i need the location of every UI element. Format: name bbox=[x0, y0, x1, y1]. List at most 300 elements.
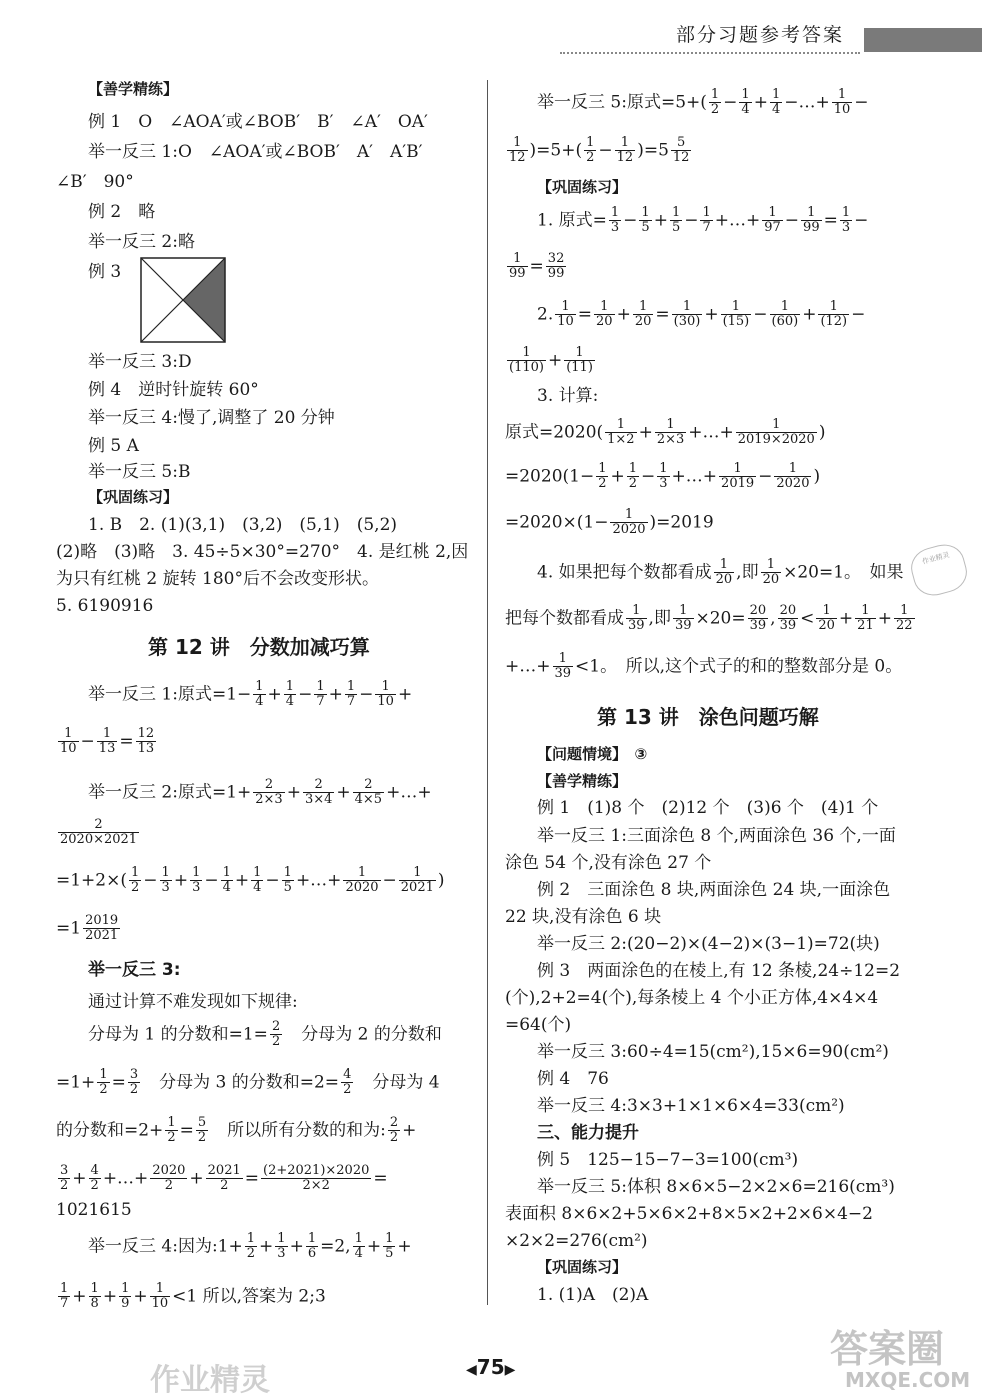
fraction bbox=[609, 206, 621, 236]
fraction bbox=[657, 462, 669, 492]
fraction bbox=[671, 136, 692, 166]
fraction bbox=[816, 604, 837, 634]
answer-line: 举一反三 5:B bbox=[88, 462, 191, 482]
numerator: 1 bbox=[553, 652, 574, 667]
fraction bbox=[128, 1068, 140, 1098]
fraction bbox=[58, 818, 139, 848]
stamp-logo: 作业精灵 bbox=[907, 540, 972, 600]
denominator: (15) bbox=[722, 314, 750, 330]
denominator: 39 bbox=[628, 618, 645, 634]
answer-line: 5. 6190916 bbox=[56, 596, 154, 616]
numerator: 1 bbox=[507, 136, 528, 151]
denominator: 2 bbox=[389, 1130, 399, 1146]
numerator: 1 bbox=[586, 135, 595, 150]
denominator: 2020×2021 bbox=[60, 832, 138, 848]
denominator: 5 bbox=[385, 1246, 394, 1262]
fraction bbox=[748, 604, 769, 634]
numerator: 2 bbox=[271, 1019, 281, 1034]
fraction bbox=[165, 1116, 177, 1146]
fraction bbox=[303, 778, 334, 808]
fraction bbox=[739, 88, 751, 118]
fraction bbox=[83, 914, 120, 944]
fraction bbox=[150, 1164, 187, 1194]
denominator: 3 bbox=[610, 220, 620, 236]
formula-line: 举一反三 5:原式=5+( $\frac{1}{2}$ − $\frac{1}{4}$ + $\frac{1}{4}$ −…+ $\frac{1}{10}$ − bbox=[537, 87, 869, 118]
next-triangle-icon: ▶ bbox=[504, 1362, 516, 1378]
fraction bbox=[894, 604, 915, 634]
numerator: 1 bbox=[131, 865, 140, 880]
denominator: 2 bbox=[99, 1082, 108, 1098]
numerator: 1 bbox=[97, 727, 118, 742]
formula-line: 的分数和=2+ $\frac{1}{2}$ = $\frac{5}{2}$ 所以所有分数的和为: $\frac{2}{2}$ + bbox=[56, 1115, 417, 1146]
formula-line: $\frac{1}{12}$ )=5+( $\frac{1}{2}$ − $\frac{1}{12}$ )=5 $\frac{5}{12}$ bbox=[509, 135, 690, 166]
denominator: 2020 bbox=[345, 880, 379, 896]
fraction bbox=[714, 558, 735, 588]
formula-line: =1 $\frac{2019}{2021}$ bbox=[56, 913, 119, 944]
square-shaded-figure bbox=[140, 257, 226, 343]
answer-line: 例 3 两面涂色的在棱上,有 12 条棱,24÷12=2 bbox=[537, 961, 901, 981]
numerator: 1 bbox=[121, 1281, 130, 1296]
formula-text: 分母为 2 的分数和 bbox=[284, 1024, 442, 1045]
answer-line: 举一反三 3:60÷4=15(cm²),15×6=90(cm²) bbox=[537, 1042, 889, 1062]
numerator: 1 bbox=[507, 346, 546, 361]
answer-line: 例 4 76 bbox=[537, 1069, 609, 1089]
formula-line: =2020(1− $\frac{1}{2}$ + $\frac{1}{2}$ − $\frac{1}{3}$ +…+ $\frac{1}{2019}$ − $\frac{1}{2020}$ ) bbox=[505, 461, 821, 492]
numerator: 1 bbox=[801, 206, 822, 221]
numerator: 32 bbox=[547, 251, 565, 266]
lecture-13-title: 第 13 讲 涂色问题巧解 bbox=[597, 705, 819, 729]
fraction bbox=[762, 206, 783, 236]
answer-line: 22 块,没有涂色 6 块 bbox=[505, 907, 662, 927]
fraction bbox=[736, 418, 817, 448]
numerator: 12 bbox=[137, 726, 155, 741]
numerator: 1 bbox=[762, 206, 783, 221]
numerator: 20 bbox=[779, 603, 797, 618]
denominator: 6 bbox=[307, 1246, 317, 1262]
fraction bbox=[284, 680, 296, 710]
numerator: 1 bbox=[610, 508, 647, 523]
numerator: 1 bbox=[626, 604, 647, 619]
numerator: 1 bbox=[598, 461, 607, 476]
numerator: 1 bbox=[161, 865, 170, 880]
denominator: 20 bbox=[762, 572, 780, 588]
fraction bbox=[275, 1232, 287, 1262]
denominator: 2 bbox=[60, 1178, 69, 1194]
answer-line: 涂色 54 个,没有涂色 27 个 bbox=[505, 853, 712, 873]
answer-line: 通过计算不难发现如下规律: bbox=[88, 992, 298, 1012]
denominator: 3 bbox=[659, 476, 668, 492]
numerator: 1 bbox=[894, 604, 915, 619]
denominator: 2 bbox=[167, 1130, 176, 1146]
section-heading: 【巩固练习】 bbox=[537, 178, 628, 196]
fraction bbox=[615, 136, 636, 166]
fraction bbox=[670, 206, 682, 236]
fraction bbox=[245, 1232, 257, 1262]
denominator: 9 bbox=[121, 1296, 130, 1312]
denominator: 13 bbox=[137, 741, 155, 757]
answer-line: 例 4 逆时针旋转 60° bbox=[88, 380, 259, 400]
numerator: 1 bbox=[628, 461, 638, 476]
answer-line: 1021615 bbox=[56, 1200, 132, 1220]
denominator: 2020 bbox=[776, 476, 810, 492]
fraction bbox=[655, 418, 686, 448]
formula-line: $\frac{1}{(110)}$ + $\frac{1}{(11)}$ bbox=[509, 345, 593, 376]
formula-text: 所以所有分数的和为: bbox=[210, 1120, 386, 1141]
formula-text: ,即 bbox=[736, 562, 759, 583]
fraction bbox=[610, 508, 647, 538]
denominator: 12 bbox=[616, 150, 634, 166]
fraction bbox=[388, 1116, 400, 1146]
formula-text: 举一反三 1:原式=1− bbox=[88, 684, 252, 705]
answer-line: 举一反三 1:O ∠AOA′或∠BOB′ A′ A′B′ bbox=[88, 142, 423, 162]
fraction bbox=[58, 727, 79, 757]
fraction bbox=[129, 866, 141, 896]
denominator: 2019×2020 bbox=[737, 432, 815, 448]
denominator: 39 bbox=[674, 618, 692, 634]
numerator: 1 bbox=[672, 300, 703, 315]
fraction bbox=[778, 604, 799, 634]
denominator: 20 bbox=[596, 314, 613, 330]
denominator: 2 bbox=[710, 102, 720, 118]
numerator: 1 bbox=[316, 679, 325, 694]
numerator: 1 bbox=[255, 679, 264, 694]
fraction bbox=[306, 1232, 318, 1262]
numerator: 1 bbox=[774, 462, 811, 477]
denominator: 4 bbox=[771, 102, 781, 118]
numerator: 1 bbox=[855, 604, 876, 619]
lecture-12-title: 第 12 讲 分数加减巧算 bbox=[148, 635, 370, 659]
numerator: 1 bbox=[673, 604, 694, 619]
numerator: 5 bbox=[671, 136, 692, 151]
numerator: 2020 bbox=[152, 1163, 186, 1178]
fraction bbox=[801, 206, 822, 236]
answer-line: 举一反三 3:D bbox=[88, 352, 192, 372]
fraction bbox=[383, 1232, 395, 1262]
numerator: 1 bbox=[375, 680, 396, 695]
formula-text: 举一反三 2:原式=1+ bbox=[88, 782, 252, 803]
answer-line: 为只有红桃 2 旋转 180°后不会改变形状。 bbox=[56, 569, 379, 589]
answer-line: 举一反三 1:三面涂色 8 个,两面涂色 36 个,一面 bbox=[537, 826, 896, 846]
denominator: 8 bbox=[90, 1296, 99, 1312]
answer-line: 3. 计算: bbox=[537, 386, 599, 406]
denominator: 10 bbox=[833, 102, 851, 118]
numerator: 2 bbox=[58, 818, 139, 833]
answer-line: 例 2 三面涂色 8 块,两面涂色 24 块,一面涂色 bbox=[537, 880, 891, 900]
numerator: 4 bbox=[90, 1163, 99, 1178]
denominator: (12) bbox=[820, 314, 848, 330]
formula-text: 分母为 1 的分数和=1= bbox=[88, 1024, 268, 1045]
formula-text: <1 所以,答案为 2;3 bbox=[172, 1286, 326, 1307]
section-heading: 【巩固练习】 bbox=[537, 1258, 628, 1276]
fraction bbox=[584, 136, 596, 166]
answer-line: ×2×2=276(cm²) bbox=[505, 1231, 648, 1251]
watermark-logo: 答案圈 bbox=[830, 1327, 945, 1371]
answer-line: 例 5 125−15−7−3=100(cm³) bbox=[537, 1150, 799, 1170]
numerator: 20 bbox=[749, 603, 767, 618]
denominator: 2 bbox=[90, 1178, 99, 1194]
numerator: 1 bbox=[816, 604, 837, 619]
numerator: 1 bbox=[605, 418, 636, 433]
denominator: 2 bbox=[197, 1130, 207, 1146]
denominator: 2021 bbox=[85, 928, 119, 944]
denominator: 3×4 bbox=[304, 792, 333, 808]
formula-text: =1+ bbox=[56, 1072, 96, 1093]
numerator: 1 bbox=[555, 300, 576, 315]
fraction bbox=[770, 88, 782, 118]
fraction bbox=[555, 300, 576, 330]
formula-text: 举一反三 5:原式=5+( bbox=[537, 92, 707, 113]
page-number bbox=[466, 1355, 515, 1379]
denominator: 12 bbox=[672, 150, 690, 166]
denominator: 39 bbox=[779, 618, 797, 634]
denominator: 2 bbox=[246, 1246, 256, 1262]
denominator: 2 bbox=[598, 476, 607, 492]
denominator: 39 bbox=[554, 666, 572, 682]
answer-line: 例 1 (1)8 个 (2)12 个 (3)6 个 (4)1 个 bbox=[537, 798, 879, 818]
fraction bbox=[633, 300, 654, 330]
fraction bbox=[399, 866, 436, 896]
formula-text: <1。 所以,这个式子的和的整数部分是 0。 bbox=[575, 656, 903, 677]
numerator: 1 bbox=[385, 1231, 394, 1246]
numerator: 1 bbox=[346, 679, 356, 694]
denominator: 20 bbox=[715, 572, 733, 588]
fraction bbox=[546, 252, 567, 282]
denominator: 5 bbox=[641, 220, 650, 236]
denominator: 4 bbox=[253, 880, 262, 896]
denominator: 2 bbox=[131, 880, 140, 896]
page-number-text: 75 bbox=[476, 1355, 505, 1379]
numerator: 1 bbox=[246, 1231, 256, 1246]
numerator: 1 bbox=[277, 1231, 286, 1246]
fraction bbox=[221, 866, 233, 896]
answer-line: (2)略 (3)略 3. 45÷5×30°=270° 4. 是红桃 2,因 bbox=[56, 542, 469, 562]
fraction bbox=[721, 300, 752, 330]
fraction bbox=[136, 727, 157, 757]
fraction bbox=[594, 300, 615, 330]
denominator: 3 bbox=[841, 220, 851, 236]
fraction bbox=[89, 1282, 101, 1312]
denominator: 2021 bbox=[400, 880, 434, 896]
formula-line bbox=[537, 558, 904, 588]
formula-text: 4. 如果把每个数都看成 bbox=[537, 562, 712, 583]
formula-line: 把每个数都看成 $\frac{1}{39}$ ,即 $\frac{1}{39}$ ×20= $\frac{20}{39}$ , $\frac{20}{39}$ < $\frac{1}{20}$ + $\frac{1}{21}$ + $\frac{1}{22}$ bbox=[505, 603, 913, 634]
numerator: 2 bbox=[389, 1115, 399, 1130]
answer-line: 表面积 8×6×2+5×6×2+8×5×2+2×6×4−2 bbox=[505, 1204, 873, 1224]
formula-line: +…+ $\frac{1}{39}$ <1。 所以,这个式子的和的整数部分是 0。 bbox=[505, 651, 903, 682]
column-divider bbox=[487, 80, 488, 1305]
denominator: 2 bbox=[129, 1082, 139, 1098]
denominator: 12 bbox=[509, 150, 526, 166]
denominator: 4 bbox=[222, 880, 231, 896]
denominator: (110) bbox=[509, 360, 544, 376]
numerator: 1 bbox=[564, 346, 595, 361]
formula-line bbox=[56, 818, 141, 848]
denominator: 20 bbox=[818, 618, 835, 634]
formula-line: 原式=2020( $\frac{1}{1\times 2}$ + $\frac{1}{2\times 3}$ +…+ $\frac{1}{2019\times 2020}$ ) bbox=[505, 417, 826, 448]
fraction bbox=[160, 866, 172, 896]
formula-line: $\frac{1}{10}$ − $\frac{1}{13}$ = $\frac{12}{13}$ bbox=[60, 726, 155, 757]
fraction bbox=[832, 88, 853, 118]
numerator: 1 bbox=[192, 865, 201, 880]
denominator: 39 bbox=[749, 618, 767, 634]
denominator: 2 bbox=[343, 1082, 352, 1098]
numerator: 5 bbox=[197, 1115, 207, 1130]
fraction bbox=[709, 88, 721, 118]
fraction bbox=[150, 1282, 171, 1312]
fraction bbox=[353, 1232, 365, 1262]
numerator: 1 bbox=[771, 87, 781, 102]
denominator: 4 bbox=[354, 1246, 363, 1262]
formula-line: =1+ $\frac{1}{2}$ = $\frac{3}{2}$ 分母为 3 的分数和=2= $\frac{4}{2}$ 分母为 4 bbox=[56, 1067, 440, 1098]
denominator: 20 bbox=[634, 314, 652, 330]
numerator: 1 bbox=[507, 252, 528, 267]
answer-line: 举一反三 4:慢了,调整了 20 分钟 bbox=[88, 408, 335, 428]
formula-line: =1+2×( $\frac{1}{2}$ − $\frac{1}{3}$ + $\frac{1}{3}$ − $\frac{1}{4}$ + $\frac{1}{4}$ − $\frac{1}{5}$ +…+ $\frac{1}{2020}$ − $\frac{1}{2021}$ ) bbox=[56, 865, 445, 896]
numerator: 1 bbox=[60, 1281, 69, 1296]
header-dotted-rule bbox=[560, 52, 860, 54]
answer-line: 举一反三 2:(20−2)×(4−2)×(3−1)=72(块) bbox=[537, 934, 880, 954]
fraction bbox=[855, 604, 876, 634]
fraction bbox=[673, 604, 694, 634]
denominator: 2020 bbox=[612, 522, 646, 538]
numerator: 1 bbox=[741, 87, 750, 102]
answer-line: ∠B′ 90° bbox=[56, 172, 134, 192]
denominator: 2 bbox=[271, 1034, 281, 1050]
fraction bbox=[375, 680, 396, 710]
numerator: 3 bbox=[60, 1163, 69, 1178]
denominator: 10 bbox=[151, 1296, 169, 1312]
fraction bbox=[253, 680, 265, 710]
section-heading: 【善学精练】 bbox=[537, 772, 628, 790]
formula-text: =2, bbox=[320, 1236, 351, 1257]
fraction bbox=[507, 252, 528, 282]
numerator: 1 bbox=[633, 300, 654, 315]
denominator: 2 bbox=[628, 476, 638, 492]
denominator: 21 bbox=[857, 618, 874, 634]
denominator: 7 bbox=[702, 220, 711, 236]
answer-line: =64(个) bbox=[505, 1015, 572, 1035]
fraction bbox=[58, 1164, 70, 1194]
fraction bbox=[270, 1020, 282, 1050]
formula-text: ,即 bbox=[648, 608, 671, 629]
numerator: 1 bbox=[702, 205, 711, 220]
formula-text: 2. bbox=[537, 304, 554, 325]
denominator: (60) bbox=[771, 314, 799, 330]
numerator: 2 bbox=[253, 778, 284, 793]
formula-text: =2020×(1− bbox=[505, 512, 609, 533]
denominator: 1×2 bbox=[607, 432, 635, 448]
formula-line: $\frac{1}{99}$ = $\frac{32}{99}$ bbox=[509, 251, 565, 282]
fraction bbox=[605, 418, 636, 448]
numerator: 1 bbox=[659, 461, 668, 476]
answer-line: 例 3 bbox=[88, 262, 122, 282]
numerator: 1 bbox=[58, 727, 79, 742]
denominator: 99 bbox=[803, 220, 820, 236]
answer-line: 1. (1)A (2)A bbox=[537, 1285, 649, 1305]
denominator: 4×5 bbox=[354, 792, 383, 808]
denominator: 4 bbox=[255, 694, 264, 710]
answer-line: 举一反三 5:体积 8×6×5−2×2×6=216(cm³) bbox=[537, 1177, 895, 1197]
formula-text: =1+2×( bbox=[56, 870, 127, 891]
denominator: 4 bbox=[285, 694, 295, 710]
numerator: 1 bbox=[721, 300, 752, 315]
fraction bbox=[761, 558, 782, 588]
fraction bbox=[507, 346, 546, 376]
formula-text: 分母为 3 的分数和=2= bbox=[159, 1072, 340, 1093]
formula-text: 分母为 4 bbox=[355, 1072, 440, 1093]
section-heading: 【善学精练】 bbox=[88, 80, 179, 98]
denominator: 10 bbox=[377, 694, 394, 710]
numerator: 1 bbox=[719, 462, 756, 477]
denominator: 2×3 bbox=[255, 792, 283, 808]
numerator: 1 bbox=[841, 205, 851, 220]
numerator: 1 bbox=[343, 866, 380, 881]
answer-line: 举一反三 4:3×3+1×1×6×4=33(cm²) bbox=[537, 1096, 845, 1116]
numerator: 1 bbox=[99, 1067, 108, 1082]
formula-text: 把每个数都看成 bbox=[505, 608, 624, 629]
fraction bbox=[89, 1164, 101, 1194]
numerator: 2 bbox=[353, 778, 384, 793]
header-gray-bar bbox=[864, 28, 982, 52]
prev-triangle-icon: ◀ bbox=[466, 1362, 477, 1378]
fraction bbox=[627, 462, 639, 492]
answer-line: 例 5 A bbox=[88, 436, 139, 456]
numerator: 1 bbox=[167, 1115, 176, 1130]
denominator: 22 bbox=[895, 618, 913, 634]
formula-line bbox=[505, 508, 714, 538]
numerator: 1 bbox=[253, 865, 262, 880]
fraction bbox=[58, 1282, 70, 1312]
denominator: 5 bbox=[671, 220, 681, 236]
formula-text: 举一反三 4:因为:1+ bbox=[88, 1236, 243, 1257]
numerator: (2+2021)×2020 bbox=[263, 1163, 370, 1178]
fraction bbox=[97, 727, 118, 757]
denominator: 10 bbox=[557, 314, 574, 330]
answer-heading: 三、能力提升 bbox=[537, 1123, 639, 1143]
numerator: 1 bbox=[610, 205, 620, 220]
fraction bbox=[564, 346, 595, 376]
denominator: (11) bbox=[566, 360, 593, 376]
answer-line: 例 1 O ∠AOA′或∠BOB′ B′ ∠A′ OA′ bbox=[88, 112, 428, 132]
numerator: 1 bbox=[307, 1231, 317, 1246]
numerator: 2 bbox=[303, 778, 334, 793]
numerator: 1 bbox=[818, 300, 849, 315]
denominator: 13 bbox=[98, 741, 116, 757]
numerator: 3 bbox=[129, 1067, 139, 1082]
fraction bbox=[639, 206, 651, 236]
numerator: 1 bbox=[399, 866, 436, 881]
fraction bbox=[553, 652, 574, 682]
fraction bbox=[206, 1164, 243, 1194]
answer-line: (个),2+2=4(个),每条棱上 4 个小正方体,4×4×4 bbox=[505, 988, 879, 1008]
formula-line: 1. 原式= $\frac{1}{3}$ − $\frac{1}{5}$ + $\frac{1}{5}$ − $\frac{1}{7}$ +…+ $\frac{1}{97}$ − $\frac{1}{99}$ = $\frac{1}{3}$ − bbox=[537, 205, 869, 236]
denominator: 7 bbox=[316, 694, 325, 710]
numerator: 2021 bbox=[207, 1163, 241, 1178]
formula-text: =2020(1− bbox=[505, 466, 595, 487]
fraction bbox=[282, 866, 294, 896]
numerator: 1 bbox=[714, 558, 735, 573]
numerator: 4 bbox=[343, 1067, 352, 1082]
denominator: 99 bbox=[547, 266, 565, 282]
numerator: 1 bbox=[150, 1282, 171, 1297]
denominator: 2 bbox=[220, 1178, 229, 1194]
formula-text: 原式=2020( bbox=[505, 422, 604, 443]
formula-line bbox=[88, 1020, 442, 1050]
denominator: 3 bbox=[277, 1246, 286, 1262]
numerator: 1 bbox=[710, 87, 720, 102]
fraction bbox=[253, 778, 284, 808]
formula-line: 2. $\frac{1}{10}$ = $\frac{1}{20}$ + $\frac{1}{20}$ = $\frac{1}{(30)}$ + $\frac{1}{(15)}$ − $\frac{1}{(60)}$ + $\frac{1}{(12)}$ − bbox=[537, 299, 866, 330]
